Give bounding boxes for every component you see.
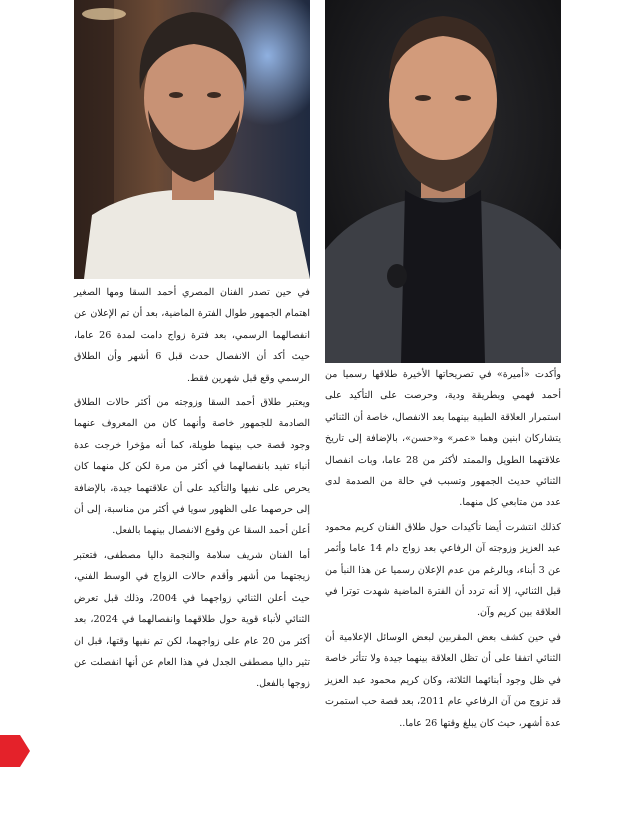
page-marker-icon <box>0 735 30 767</box>
paragraph: في حين كشف بعض المقربين لبعض الوسائل الإعلامية أن الثنائي اتفقا على أن تظل العلاقة بينهما جيدة ولا تتأثر خاصة في ظل وجود أبنائهما الثلاثة، وكان كريم محمود عبد العزيز قد تزوج من آن الرفاعي عام 2011، بعد قصة حب استمرت عدة أشهر، حيث كان يبلغ وقتها 26 عاما.. <box>325 631 562 729</box>
paragraph: في حين تصدر الفنان المصري أحمد السقا ومها الصغير اهتمام الجمهور طوال الفترة الماضية، بعد أن تم الإعلان عن انفصالهما الرسمي، بعد فترة زواج دامت لمدة 26 عاما، حيث أكد أن الانفصال حدث قبل 6 أشهر وأن الطلاق الرسمي وقع قبل شهرين فقط. <box>74 287 310 384</box>
paragraph: أما الفنان شريف سلامة والنجمة داليا مصطفى، فتعتبر زيجتهما من أشهر وأقدم حالات الزواج في الوسط الفني، حيث أعلن الثنائي زواجهما في 2004، وذلك قبل تعرض الثنائي لأنباء قوية حول طلاقهما وانفصالهما في 2024، بعد أكثر من 20 عام على زواجهما، لكن تم نفيها وقتها، قبل ان تثير داليا مصطفى الجدل في هذا العام عن أنها انفصلت عن زوجها بالفعل. <box>74 549 310 690</box>
paragraph: كذلك انتشرت أيضا تأكيدات حول طلاق الفنان كريم محمود عبد العزيز وزوجته آن الرفاعي بعد زواج دام 14 عاما وأثمر عن 3 أبناء، وبالرغم من عدم الإعلان رسميا عن هذا النبأ من قبل الثنائي، إلا أنه تردد أن الفترة الماضية شهدت توترا في العلاقة بين كريم وآن. <box>325 521 561 619</box>
paragraph: وأكدت «أميرة» في تصريحاتها الأخيرة طلاقها رسميا من أحمد فهمي وبطريقة ودية، وحرصت على التأكيد على استمرار العلاقة الطيبة بينهما بعد الانفصال، خاصة أن الثنائي يتشاركان ابنين وهما «عمر» و«حسن»، بالإضافة إلى تاريخ علاقتهما الطويل والممتد لأكثر من 28 عاما، وبات انفصال الثنائي حديث الجمهور وتسبب في حالة من الصدمة لدى عدد من متابعي كل منهما. <box>325 369 561 509</box>
paragraph: ويعتبر طلاق أحمد السقا وزوجته من أكثر حالات الطلاق الصادمة للجمهور خاصة وأنهما كان من المعروف عنهما وجود قصة حب بينهما طويلة، كما أنه مؤخرا خرجت عدة أنباء تفيد بانفصالهما في أكثر من مرة لكن كل منهما كان يحرص على نفيها والتأكيد على أن علاقتهما جيدة، بالإضافة إلى حرصهما على الظهور سويا في أكثر من مناسبة، إلى أن أعلن أحمد السقا عن وقوع الانفصال بينهما بالفعل. <box>74 397 310 537</box>
photo-left-portrait <box>74 0 310 279</box>
photo-right-portrait <box>325 0 561 363</box>
article-column-left <box>74 282 310 698</box>
article-column-right <box>325 364 561 737</box>
